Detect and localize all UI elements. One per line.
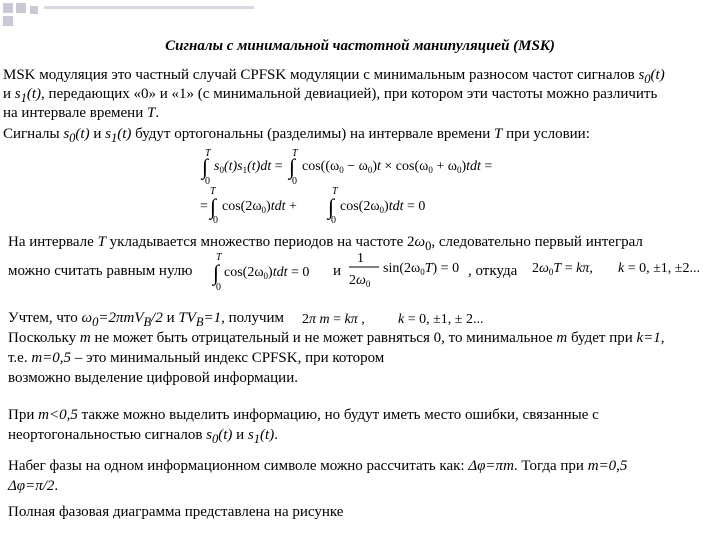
svg-text:∫: ∫: [328, 194, 335, 219]
svg-text:0: 0: [216, 282, 221, 292]
paragraph-1-line-1: MSK модуляция это частный случай CPFSK модуляции с минимальным разносом частот сигналов $s_0(t)$: [3, 67, 665, 86]
paragraph-4-line-1: Учтем, что $\omega_0=2\pi mV_B/2$ и $TV_B=1$, получим: [8, 310, 285, 329]
svg-text:0: 0: [213, 215, 218, 224]
paragraph-4-line-3: т.е. m=0,5 – это минимальный индекс CPFSK, при котором: [8, 350, 385, 366]
m-pi-formula: [300, 305, 500, 331]
orthogonality-equation: [200, 144, 520, 224]
paragraph-1-line-3: на интервале времени T.: [3, 105, 160, 121]
paragraph-2: Сигналы $s_0(t)$ и $s_1(t)$ будут ортогональны (разделимы) на интервале времени T при условии:: [3, 126, 590, 145]
svg-text:0: 0: [331, 215, 336, 224]
paragraph-6-line-1: Набег фазы на одном информационном символе можно рассчитать как: Δφ=πm. Тогда при m=0,5: [8, 458, 628, 474]
svg-text:cos(2ω0)tdt = 0: $\cos(2\omega_0)tdt = 0$: [224, 265, 310, 281]
paragraph-4-line-2: Поскольку m не может быть отрицательный и не может равняться 0, то минимальное m будет при k=1,: [8, 330, 665, 346]
slide-title: Сигналы с минимальной частотной манипуляцией (MSK): [165, 38, 555, 54]
svg-text:k = 0, ±1, ± 2...: k = 0, ±1, ± 2...: [398, 312, 484, 327]
svg-text:T: T: [216, 252, 222, 263]
svg-text:∫: ∫: [210, 194, 217, 219]
svg-text:1: 1: [357, 251, 364, 266]
svg-text:2ω0T = kπ,: $2\omega_0T = k\pi$,: [532, 261, 593, 277]
svg-text:k = 0, ±1, ±2...: k = 0, ±1, ±2...: [618, 261, 700, 276]
paragraph-3-line-2: можно считать равным нулю: [8, 263, 193, 279]
svg-text:=: =: [200, 199, 208, 214]
paragraph-5-line-1: При m<0,5 также можно выделить информацию, но будут иметь место ошибки, связанные с: [8, 407, 599, 423]
sine-fraction-formula: [345, 248, 475, 294]
paragraph-1-line-2: и $s_1(t)$, передающих «0» и «1» (с минимальной девиацией), при котором эти частоты можно различить: [3, 86, 658, 105]
svg-text:2ω0: $2\omega_0$: [349, 273, 371, 289]
k-pi-formula: [530, 254, 720, 280]
paragraph-6-line-2: Δφ=π/2.: [8, 478, 59, 494]
corner-decoration: [0, 0, 260, 40]
svg-text:0: 0: [292, 176, 297, 187]
svg-text:cos(2ω0)tdt = 0: $\cos(2\omega_0)tdt = 0$: [340, 199, 426, 215]
svg-text:∫: ∫: [213, 260, 220, 285]
paragraph-3-line-1: На интервале T укладывается множество периодов на частоте $2\omega_0$, следовательно первый интеграл: [8, 234, 643, 253]
paragraph-4-line-4: возможно выделение цифровой информации.: [8, 370, 298, 386]
svg-text:T: T: [210, 186, 216, 197]
paragraph-7: Полная фазовая диаграмма представлена на рисунке: [8, 504, 344, 520]
integral-zero-formula: [212, 250, 332, 292]
whence-word: , откуда: [468, 263, 518, 279]
svg-text:sin(2ω0T) = 0: $\sin(2\omega_0T) = 0$: [383, 261, 460, 277]
svg-text:2π m = kπ ,: 2π m = kπ ,: [302, 312, 365, 327]
svg-text:cos(2ω0)tdt +: $\cos(2\omega_0)tdt$ +: [222, 199, 297, 215]
and-word: и: [333, 263, 342, 279]
svg-text:T: T: [205, 148, 211, 159]
svg-text:0: 0: [205, 176, 210, 187]
svg-text:s0(t)s1(t)dt =: $s_0(t)s_1(t)dt$ =: [214, 159, 283, 175]
svg-text:T: T: [332, 186, 338, 197]
svg-text:cos((ω0 − ω0)t × cos(ω0 + ω0)t: $\cos((\omega_0 - \omega_0)t \times \cos(\omega_0 + \omega_0)tdt$ =: [302, 159, 493, 175]
paragraph-5-line-2: неортогональностью сигналов $s_0(t)$ и $s_1(t)$.: [8, 427, 278, 446]
svg-text:∫: ∫: [202, 154, 209, 179]
svg-text:T: T: [292, 148, 298, 159]
svg-text:∫: ∫: [289, 154, 296, 179]
